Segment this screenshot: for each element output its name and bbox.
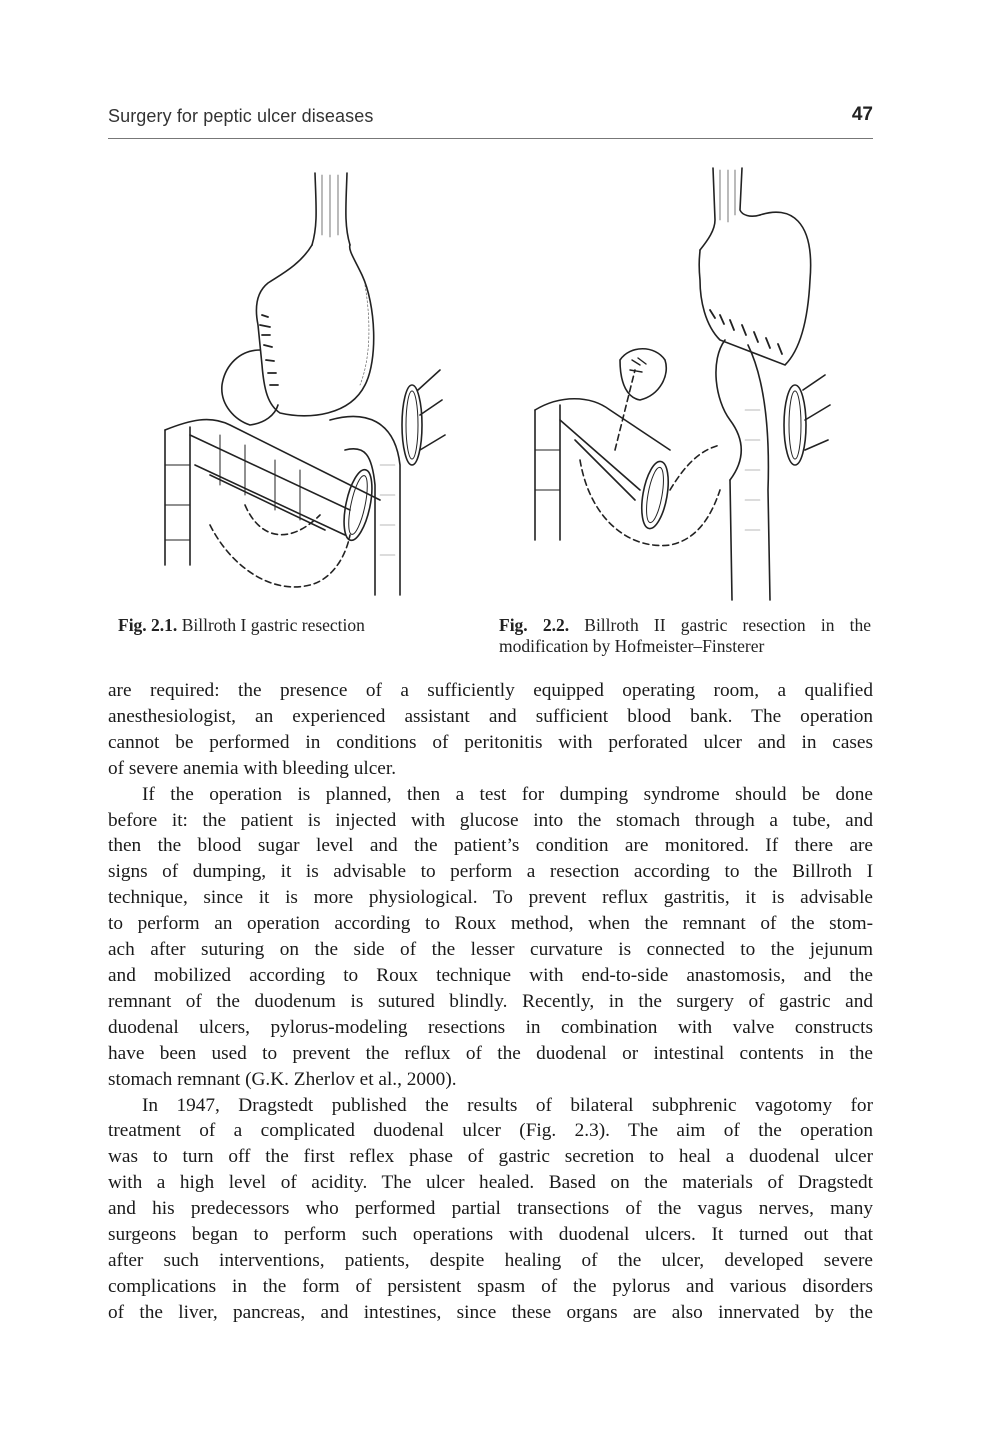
text-line: cannot be performed in conditions of peritonitis with perforated ulcer and in cases	[108, 731, 873, 753]
text-line: to perform an operation according to Roux method, when the remnant of the stom-	[108, 913, 873, 935]
figure-2-2-caption-line-2: modification by Hofmeister–Finsterer	[499, 636, 765, 656]
figure-2-2-caption	[499, 615, 871, 657]
figure-2-2-caption-line-1: Billroth II gastric resection in the	[584, 615, 871, 635]
paragraph	[108, 678, 873, 782]
paragraph	[108, 782, 873, 1093]
text-line: If the operation is planned, then a test for dumping syndrome should be done	[142, 783, 873, 805]
text-line: with a high level of acidity. The ulcer healed. Based on the materials of Dragstedt	[108, 1172, 873, 1194]
text-line: after such interventions, patients, despite healing of the ulcer, developed severe	[108, 1249, 873, 1271]
body-text	[108, 678, 873, 1326]
running-title: Surgery for peptic ulcer diseases	[108, 106, 374, 126]
text-line: stomach remnant (G.K. Zherlov et al., 2000).	[108, 1068, 457, 1090]
figure-2-2-label: Fig. 2.2.	[499, 615, 570, 635]
text-line: complications in the form of persistent spasm of the pylorus and various disorders	[108, 1275, 873, 1297]
text-line: In 1947, Dragstedt published the results of bilateral subphrenic vagotomy for	[142, 1094, 873, 1116]
text-line: and mobilized according to Roux technique with end-to-side anastomosis, and the	[108, 964, 873, 986]
figure-2-1	[150, 165, 450, 600]
text-line: was to turn off the first reflex phase of gastric secretion to heal a duodenal ulcer	[108, 1146, 873, 1168]
paragraph	[108, 1093, 873, 1326]
running-header	[108, 104, 873, 132]
text-line: treatment of a complicated duodenal ulcer (Fig. 2.3). The aim of the operation	[108, 1120, 873, 1142]
text-line: signs of dumping, it is advisable to perform a resection according to the Billroth I	[108, 861, 873, 883]
text-line: of severe anemia with bleeding ulcer.	[108, 757, 397, 779]
figure-2-1-label: Fig. 2.1.	[118, 615, 178, 635]
page-number: 47	[851, 104, 873, 125]
text-line: duodenal ulcers, pylorus-modeling resections in combination with valve constructs	[108, 1016, 873, 1038]
text-line: of the liver, pancreas, and intestines, since these organs are also innervated by the	[108, 1301, 873, 1323]
text-line: then the blood sugar level and the patient’s condition are monitored. If there are	[108, 835, 873, 857]
billroth-ii-illustration-icon	[520, 160, 840, 605]
text-line: before it: the patient is injected with glucose into the stomach through a tube, and	[108, 809, 873, 831]
figure-2-1-caption	[118, 615, 448, 636]
text-line: anesthesiologist, an experienced assistant and sufficient blood bank. The operation	[108, 705, 873, 727]
text-line: ach after suturing on the side of the lesser curvature is connected to the jejunum	[108, 939, 873, 961]
text-line: surgeons began to perform such operations with duodenal ulcers. It turned out that	[108, 1224, 873, 1246]
text-line: are required: the presence of a sufficiently equipped operating room, a qualified	[108, 680, 873, 701]
figure-2-2	[520, 160, 840, 605]
header-rule	[108, 138, 873, 139]
text-line: technique, since it is more physiological. To prevent reflux gastritis, it is advisable	[108, 887, 873, 909]
text-line: have been used to prevent the reflux of the duodenal or intestinal contents in the	[108, 1042, 873, 1064]
billroth-i-illustration-icon	[150, 165, 450, 600]
figure-2-1-caption-text: Billroth I gastric resection	[181, 615, 365, 635]
text-line: remnant of the duodenum is sutured blindly. Recently, in the surgery of gastric and	[108, 990, 873, 1012]
text-line: and his predecessors who performed partial transections of the vagus nerves, many	[108, 1198, 873, 1220]
